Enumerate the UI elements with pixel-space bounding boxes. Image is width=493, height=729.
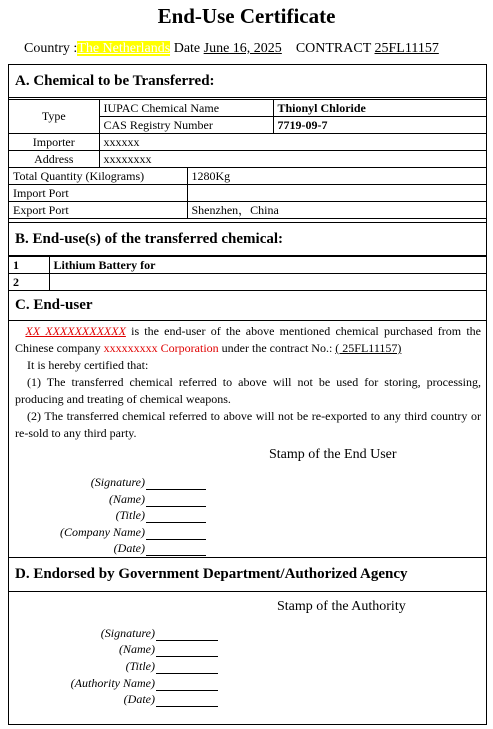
end-use-num-1: 1 [9,257,49,274]
quantity-label: Total Quantity (Kilograms) [9,168,187,185]
end-user-date-field [114,541,206,556]
contract-value: 25FL11157 [374,41,439,56]
importer-label: Importer [9,134,99,151]
title-label: (Title) [115,508,145,522]
section-a-title: A. Chemical to be Transferred: [15,73,215,89]
end-user-name-field [109,492,206,507]
export-port-label: Export Port [9,202,187,219]
chemical-table [9,99,487,219]
authority-signature-field [101,626,218,641]
date-label: (Date) [123,692,155,706]
section-c-title: C. End-user [15,297,93,313]
import-port-value [187,185,487,202]
country-label: Country : [24,41,78,56]
end-use-num-2: 2 [9,274,49,291]
authority-name-label: (Authority Name) [70,676,155,690]
certified-line: It is hereby certified that: [27,358,149,372]
section-c-header [9,290,486,321]
cas-label: CAS Registry Number [99,117,273,134]
end-use-text-2 [49,274,487,291]
importer-value: xxxxxx [99,134,487,151]
title-line [146,511,206,523]
import-port-label: Import Port [9,185,187,202]
name-line [146,495,206,507]
authority-name-field [119,642,218,657]
address-label: Address [9,151,99,168]
supplier-name: xxxxxxxxx Corporation [103,341,219,355]
authority-title-field [126,659,218,674]
authority-date-field [124,692,218,707]
end-user-title-field [116,508,206,523]
end-user-stamp-label: Stamp of the End User [269,447,397,462]
section-d-title: D. Endorsed by Government Department/Authorized Agency [15,566,408,582]
section-b-header [9,222,486,256]
type-label: Type [9,100,99,134]
header-line [24,41,439,57]
signature-label: (Signature) [100,626,155,640]
date-label: (Date) [113,541,145,555]
name-label: (Name) [109,492,145,506]
end-use-text-1: Lithium Battery for [49,257,487,274]
cas-value: 7719-09-7 [273,117,487,134]
signature-label: (Signature) [90,475,145,489]
document-title: End-Use Certificate [157,4,336,28]
name-line [156,645,218,657]
statement-text-2: under the contract No.: [218,341,336,355]
name-label: (Name) [119,642,155,656]
authority-stamp-label: Stamp of the Authority [277,599,406,614]
end-user-statement [15,323,481,357]
quantity-value: 1280Kg [187,168,487,185]
statement-text-1: is the end-user of the above mentioned chemical purchased from the Chinese company [15,324,481,355]
end-user-company-field [60,525,206,540]
date-line [156,695,218,707]
export-port-value: Shenzhen，China [187,202,487,219]
authority-agency-field [71,676,218,691]
iupac-value: Thionyl Chloride [273,100,487,117]
company-name-line [146,528,206,540]
authority-name-line [156,679,218,691]
end-use-table [9,256,487,291]
date-value: June 16, 2025 [203,41,282,56]
certificate-form [8,64,487,725]
date-label: Date [173,41,201,56]
section-a-header [9,65,486,98]
section-d-header [9,557,486,592]
certification-item-2: (2) The transferred chemical referred to above will not be re-exported to any third country or re-sold to any third party. [15,409,481,440]
country-value: The Netherlands [77,41,171,56]
iupac-label: IUPAC Chemical Name [99,100,273,117]
title-line [156,662,218,674]
address-value: xxxxxxxx [99,151,487,168]
company-name-label: (Company Name) [60,525,145,539]
section-b-title: B. End-use(s) of the transferred chemical: [15,231,284,247]
signature-line [156,629,218,641]
end-user-name: XX XXXXXXXXXXX [25,324,126,338]
signature-line [146,478,206,490]
title-label: (Title) [125,659,155,673]
contract-label: CONTRACT [295,41,372,56]
certification-item-1: (1) The transferred chemical referred to above will not be used for storing, processing, producing and treating of chemical weapons. [15,375,481,406]
statement-contract: ( 25FL11157) [335,341,402,355]
date-line [146,544,206,556]
end-user-signature-field [91,475,206,490]
